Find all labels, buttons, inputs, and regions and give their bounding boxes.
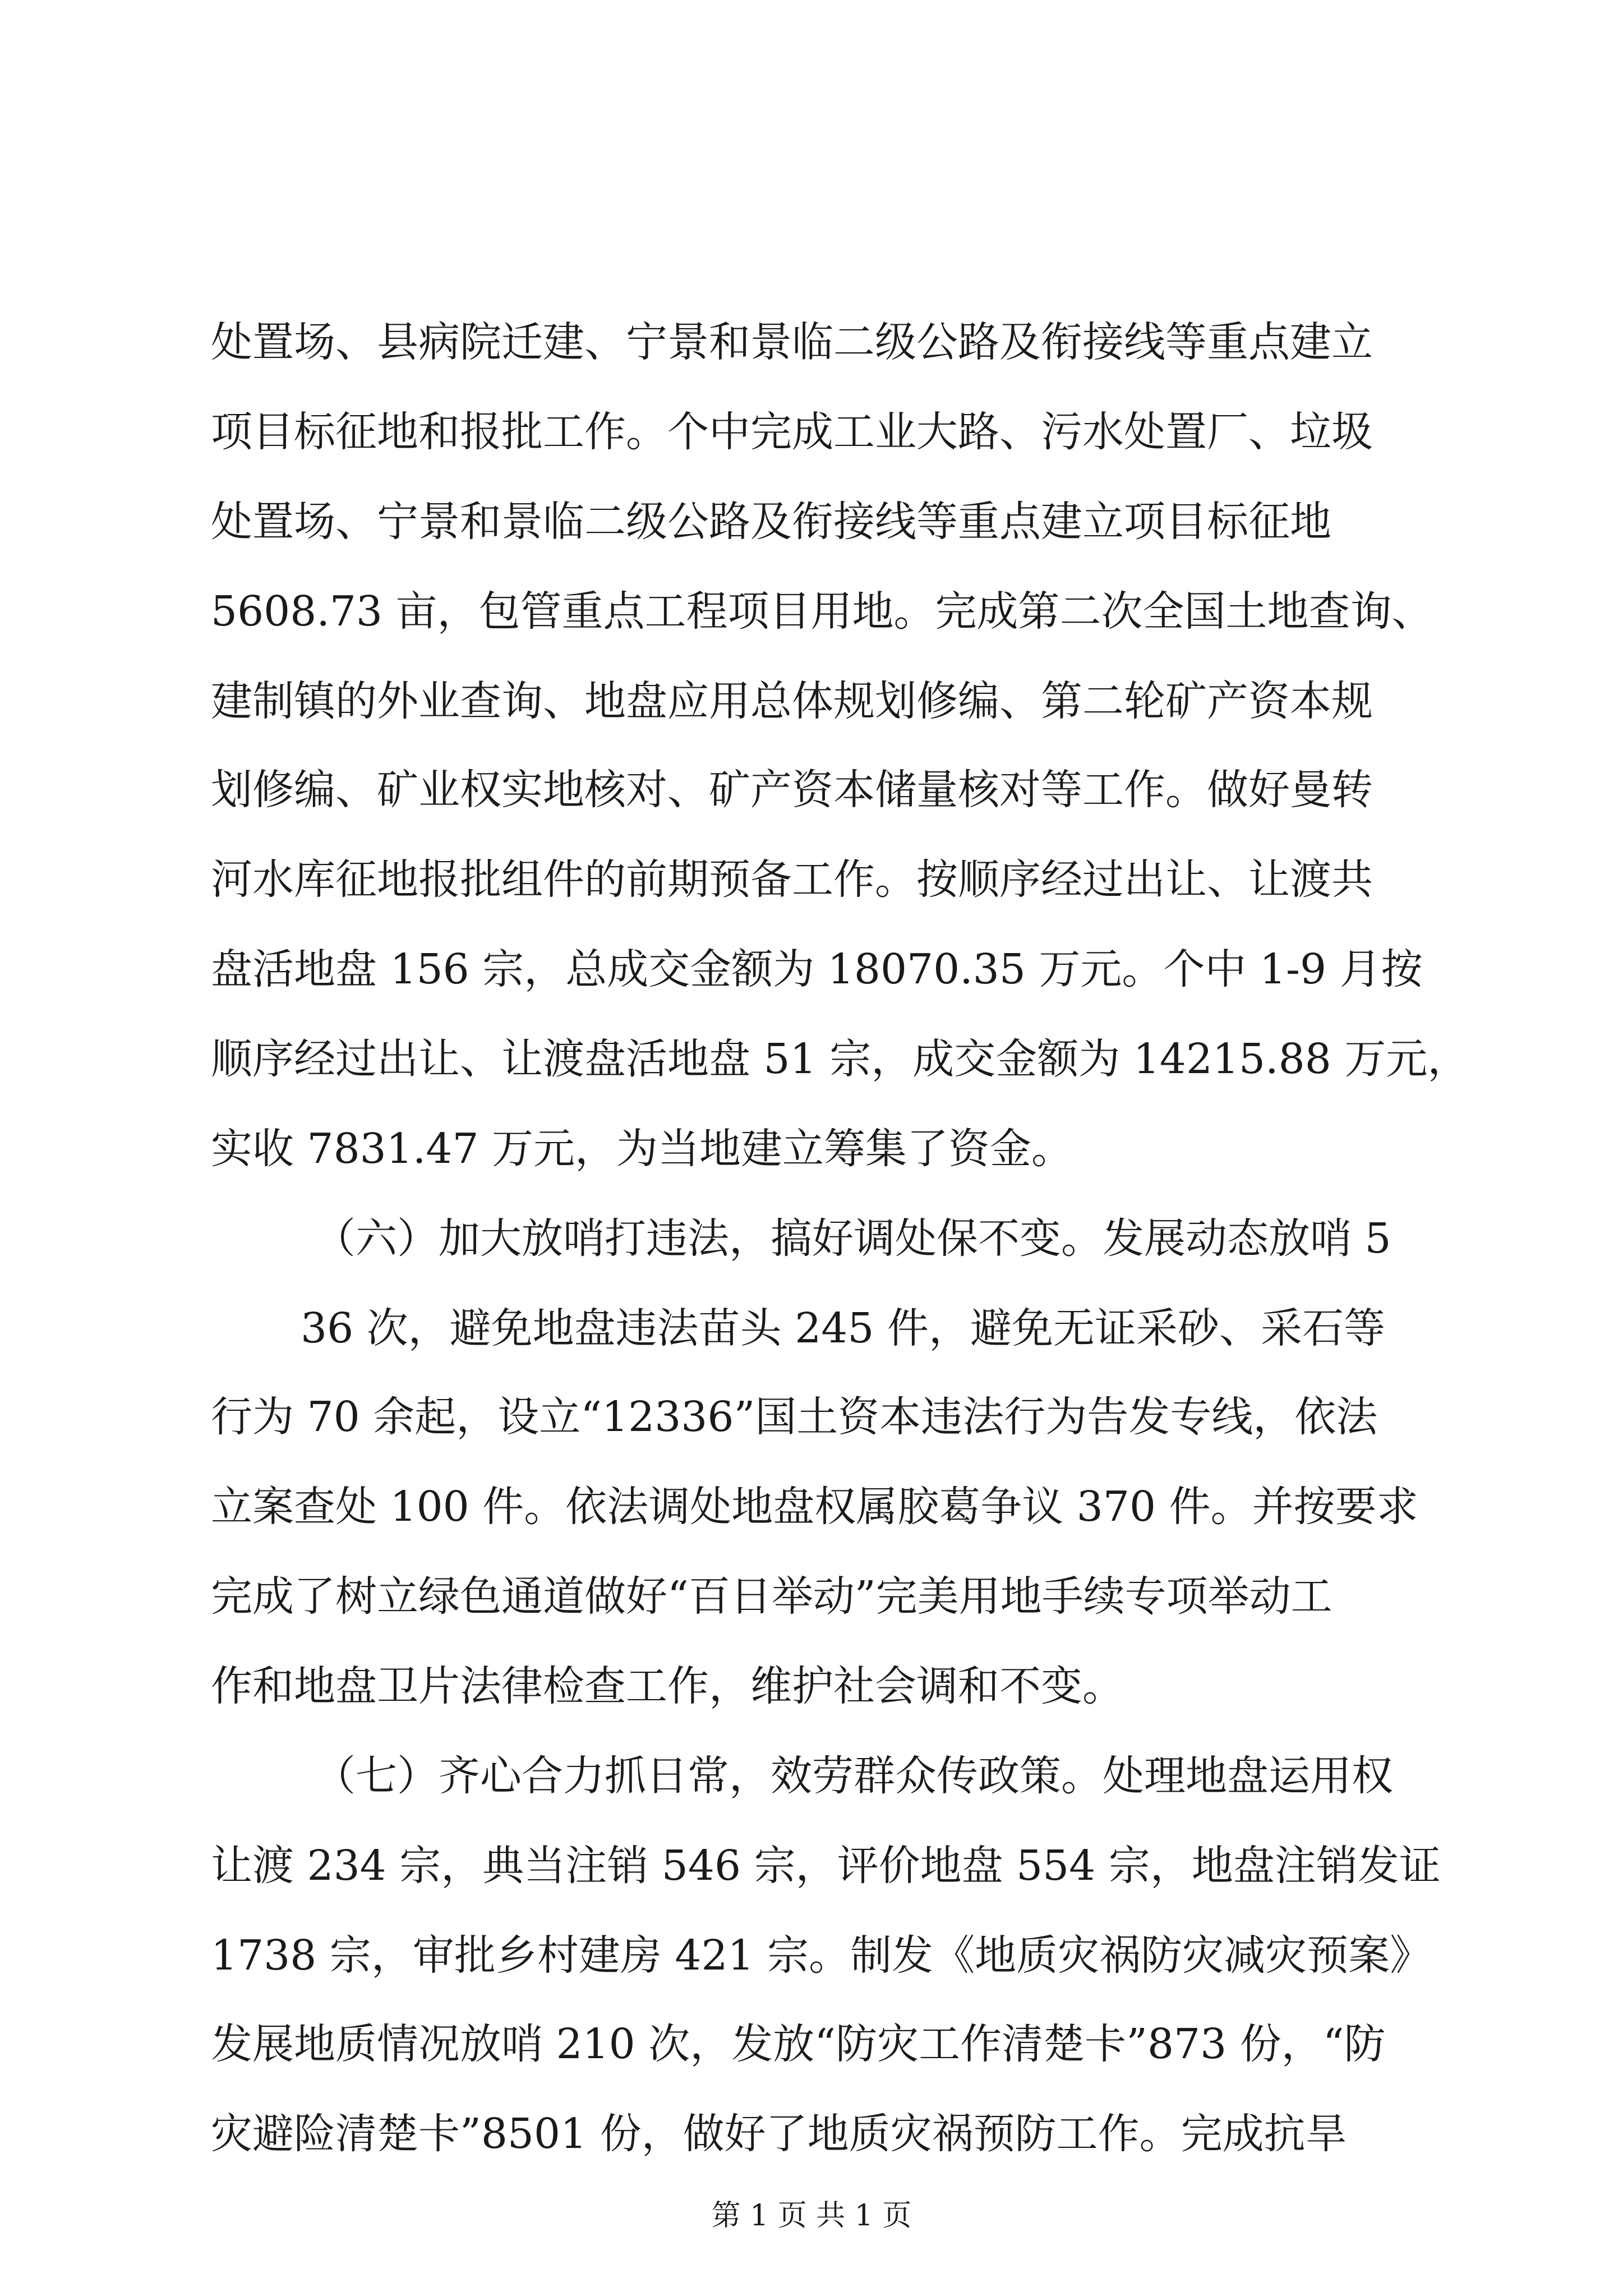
text-line: 灾避险清楚卡”8501 份，做好了地质灾祸预防工作。完成抗旱 [211,2110,1347,2158]
text-line: 1738 宗，审批乡村建房 421 宗。制发《地质灾祸防灾减灾预案》 [211,1931,1432,1980]
text-line: 作和地盘卫片法律检查工作，维护社会调和不变。 [211,1662,1124,1710]
text-line: 36 次，避免地盘违法苗头 245 件，避免无证采砂、采石等 [301,1304,1385,1352]
paragraph-heading-6: （六）加大放哨打违法，搞好调处保不变。发展动态放哨 5 [314,1214,1391,1263]
text-line: 项目标征地和报批工作。个中完成工业大路、污水处置厂、垃圾 [211,408,1373,456]
text-line: 盘活地盘 156 宗，总成交金额为 18070.35 万元。个中 1-9 月按 [211,945,1423,993]
text-line: 行为 70 余起，设立“12336”国土资本违法行为告发专线，依法 [211,1393,1378,1441]
text-line: 发展地质情况放哨 210 次，发放“防灾工作清楚卡”873 份，“防 [211,2020,1386,2068]
text-line: 完成了树立绿色通道做好“百日举动”完美用地手续专项举动工 [211,1572,1332,1621]
text-line: 顺序经过出让、让渡盘活地盘 51 宗，成交金额为 14215.88 万元， [211,1035,1469,1083]
text-line: 处置场、宁景和景临二级公路及衔接线等重点建立项目标征地 [211,498,1331,546]
text-line: 河水库征地报批组件的前期预备工作。按顺序经过出让、让渡共 [211,855,1373,904]
text-line: 5608.73 亩，包管重点工程项目用地。完成第二次全国土地查询、 [211,587,1433,636]
text-line: 实收 7831.47 万元，为当地建立筹集了资金。 [211,1125,1073,1173]
page-footer: 第 1 页 共 1 页 [711,2199,912,2233]
paragraph-heading-7: （七）齐心合力抓日常，效劳群众传政策。处理地盘运用权 [314,1752,1393,1800]
text-line: 让渡 234 宗，典当注销 546 宗，评价地盘 554 宗，地盘注销发证 [211,1842,1441,1890]
text-line: 处置场、县病院迁建、宁景和景临二级公路及衔接线等重点建立 [211,318,1373,366]
text-line: 划修编、矿业权实地核对、矿产资本储量核对等工作。做好曼转 [211,766,1373,814]
text-line: 立案查处 100 件。依法调处地盘权属胶葛争议 370 件。并按要求 [211,1483,1418,1531]
text-line: 建制镇的外业查询、地盘应用总体规划修编、第二轮矿产资本规 [211,677,1373,725]
